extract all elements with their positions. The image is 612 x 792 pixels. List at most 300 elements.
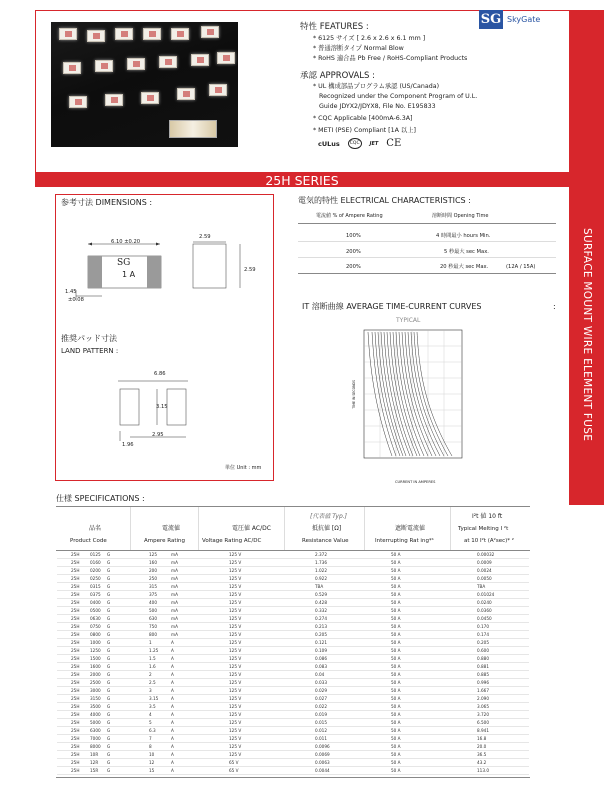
spec-cell-unit: A — [171, 704, 174, 709]
spec-cell-code: 0750 — [90, 624, 101, 629]
spec-cell-code: 0630 — [90, 616, 101, 621]
spec-cell-unit: A — [171, 656, 174, 661]
spec-cell-amp: 8 — [149, 744, 152, 749]
table-row — [57, 759, 529, 767]
spec-cell-amp: 250 — [149, 576, 157, 581]
spec-cell-series: 25H — [71, 648, 80, 653]
table-row — [57, 567, 529, 575]
approval-item: * UL 構成部品プログラム承認 (US/Canada) — [313, 83, 440, 90]
spec-cell-suffix: G — [107, 736, 111, 741]
table-row — [57, 591, 529, 599]
spec-cell-amp: 375 — [149, 592, 157, 597]
spec-cell-i2t: 0.0360 — [477, 608, 492, 613]
ec-header-time: 溶断時間 Opening Time — [432, 213, 489, 219]
spec-cell-unit: A — [171, 640, 174, 645]
spec-cell-volt: 125 V — [229, 664, 242, 669]
table-row — [57, 615, 529, 623]
spec-cell-int: 50 A — [391, 768, 401, 773]
approvals-list — [313, 83, 477, 137]
spec-cell-i2t: 113.0 — [477, 768, 489, 773]
spec-cell-res: 2.372 — [315, 552, 327, 557]
spec-cell-i2t: 2.090 — [477, 696, 489, 701]
spec-cell-series: 25H — [71, 616, 80, 621]
spec-cell-res: 0.083 — [315, 664, 327, 669]
spec-cell-int: 50 A — [391, 664, 401, 669]
lp-pad: 1.96 — [122, 442, 134, 448]
ec-pct: 200% — [346, 249, 361, 255]
spec-cell-series: 25H — [71, 592, 80, 597]
spec-cell-int: 50 A — [391, 624, 401, 629]
table-row — [57, 695, 529, 703]
spec-cell-int: 50 A — [391, 720, 401, 725]
spec-cell-res: 0.027 — [315, 696, 327, 701]
spec-cell-volt: 125 V — [229, 576, 242, 581]
spec-h-i2t-en2: at 10 I²t (A²sec)* ² — [464, 538, 514, 544]
spec-cell-res: 0.0063 — [315, 760, 330, 765]
tc-curve-colon: : — [553, 302, 556, 311]
spec-cell-int: 50 A — [391, 728, 401, 733]
table-row — [57, 575, 529, 583]
cqc-mark-icon: CQC — [348, 138, 362, 149]
spec-h-code-jp: 品名 — [89, 525, 102, 532]
spec-cell-amp: 800 — [149, 632, 157, 637]
spec-cell-suffix: G — [107, 760, 111, 765]
spec-cell-res: 0.274 — [315, 616, 327, 621]
spec-cell-suffix: G — [107, 664, 111, 669]
lp-gap: 2.95 — [152, 432, 164, 438]
spec-cell-unit: A — [171, 712, 174, 717]
spec-cell-code: 5000 — [90, 720, 101, 725]
electrical-table — [298, 208, 556, 276]
table-row — [57, 655, 529, 663]
ec-pct: 100% — [346, 233, 361, 239]
land-pattern-title-en: LAND PATTERN : — [61, 347, 119, 355]
spec-cell-series: 25H — [71, 576, 80, 581]
ul-mark-icon: cULus — [318, 139, 340, 148]
spec-cell-int: 50 A — [391, 616, 401, 621]
spec-cell-code: 1000 — [90, 640, 101, 645]
spec-cell-int: 50 A — [391, 608, 401, 613]
spec-cell-code: 8000 — [90, 744, 101, 749]
spec-cell-res: 0.213 — [315, 624, 327, 629]
spec-cell-volt: 125 V — [229, 752, 242, 757]
spec-cell-amp: 1.5 — [149, 656, 156, 661]
spec-cell-int: 50 A — [391, 552, 401, 557]
spec-cell-volt: 125 V — [229, 632, 242, 637]
spec-cell-i2t: 0.0024 — [477, 568, 492, 573]
spec-cell-amp: 4 — [149, 712, 152, 717]
spec-cell-unit: mA — [171, 592, 178, 597]
spec-cell-res: 0.019 — [315, 712, 327, 717]
spec-cell-code: 1250 — [90, 648, 101, 653]
spec-cell-code: 0200 — [90, 568, 101, 573]
product-photo — [51, 22, 238, 147]
spec-cell-series: 25H — [71, 696, 80, 701]
spec-cell-i2t: 6.500 — [477, 720, 489, 725]
spec-cell-code: 0375 — [90, 592, 101, 597]
spec-cell-unit: A — [171, 728, 174, 733]
spec-cell-suffix: G — [107, 576, 111, 581]
spec-cell-i2t: 0.01024 — [477, 592, 495, 597]
spec-cell-res: 0.0096 — [315, 744, 330, 749]
spec-cell-suffix: G — [107, 632, 111, 637]
spec-cell-amp: 15 — [149, 768, 155, 773]
spec-cell-unit: A — [171, 744, 174, 749]
spec-cell-amp: 315 — [149, 584, 157, 589]
spec-cell-code: 0800 — [90, 632, 101, 637]
table-row — [57, 735, 529, 743]
spec-cell-series: 25H — [71, 600, 80, 605]
spec-cell-unit: A — [171, 720, 174, 725]
features-title: 特性 FEATURES : — [300, 22, 369, 32]
spec-cell-int: 50 A — [391, 672, 401, 677]
spec-cell-unit: mA — [171, 560, 178, 565]
spec-cell-code: 1500 — [90, 656, 101, 661]
cert-marks — [318, 138, 401, 149]
ce-mark-icon: CE — [386, 138, 402, 149]
approval-item: * METI (PSE) Compliant [1A 以上] — [313, 127, 416, 134]
spec-cell-amp: 2.5 — [149, 680, 156, 685]
spec-cell-suffix: G — [107, 552, 111, 557]
spec-cell-int: 50 A — [391, 752, 401, 757]
spec-cell-volt: 125 V — [229, 712, 242, 717]
spec-cell-series: 25H — [71, 552, 80, 557]
spec-cell-res: 0.922 — [315, 576, 327, 581]
spec-cell-code: 0160 — [90, 560, 101, 565]
spec-cell-suffix: G — [107, 608, 111, 613]
ec-time: 4 時間最小 hours Min. — [436, 233, 491, 239]
spec-cell-suffix: G — [107, 648, 111, 653]
spec-cell-code: 3000 — [90, 688, 101, 693]
spec-cell-series: 25H — [71, 752, 80, 757]
table-row — [57, 687, 529, 695]
spec-cell-code: 10R — [90, 752, 99, 757]
spec-cell-unit: mA — [171, 632, 178, 637]
spec-cell-res: 0.205 — [315, 632, 327, 637]
spec-cell-series: 25H — [71, 560, 80, 565]
spec-h-int-en: Interrupting Rat ing*¹ — [375, 538, 434, 544]
spec-cell-code: 1600 — [90, 664, 101, 669]
spec-cell-i2t: 43.2 — [477, 760, 487, 765]
spec-cell-suffix: G — [107, 624, 111, 629]
spec-cell-code: 0500 — [90, 608, 101, 613]
tc-ylabel: TIME IN SECONDS — [352, 380, 356, 409]
spec-cell-res: 0.086 — [315, 656, 327, 661]
spec-cell-suffix: G — [107, 752, 111, 757]
spec-cell-unit: A — [171, 696, 174, 701]
spec-cell-i2t: 0.885 — [477, 672, 489, 677]
spec-cell-code: 0125 — [90, 552, 101, 557]
spec-cell-res: 0.109 — [315, 648, 327, 653]
spec-cell-unit: mA — [171, 608, 178, 613]
spec-cell-int: 50 A — [391, 584, 401, 589]
spec-cell-series: 25H — [71, 608, 80, 613]
spec-cell-unit: mA — [171, 576, 178, 581]
spec-cell-volt: 65 V — [229, 760, 239, 765]
spec-cell-series: 25H — [71, 656, 80, 661]
unit-note: 単位 Unit : mm — [225, 465, 262, 471]
spec-cell-res: 1.736 — [315, 560, 327, 565]
spec-cell-int: 50 A — [391, 744, 401, 749]
spec-cell-int: 50 A — [391, 568, 401, 573]
spec-cell-res: 0.428 — [315, 600, 327, 605]
spec-cell-unit: A — [171, 752, 174, 757]
spec-h-amp-en: Ampere Rating — [144, 538, 186, 544]
spec-cell-int: 50 A — [391, 648, 401, 653]
spec-cell-res: 0.011 — [315, 736, 327, 741]
spec-cell-series: 25H — [71, 712, 80, 717]
dim-body-logo: SG — [117, 258, 131, 268]
table-row — [57, 647, 529, 655]
spec-cell-amp: 2 — [149, 672, 152, 677]
series-title: 25H SERIES — [265, 173, 339, 188]
table-row — [57, 767, 529, 775]
spec-cell-res: 0.332 — [315, 608, 327, 613]
dim-cap-tol: ±0.08 — [68, 297, 84, 303]
spec-cell-i2t: 0.0050 — [477, 576, 492, 581]
spec-cell-volt: 125 V — [229, 736, 242, 741]
spec-cell-suffix: G — [107, 696, 111, 701]
spec-cell-i2t: 0.996 — [477, 680, 489, 685]
spec-cell-amp: 1.25 — [149, 648, 159, 653]
spec-h-int-jp: 遮断電流値 — [395, 525, 426, 532]
spec-cell-series: 25H — [71, 728, 80, 733]
dim-length: 6.10 ±0.20 — [111, 239, 141, 245]
table-row — [57, 551, 529, 559]
dimensions-drawing — [60, 228, 270, 313]
spec-cell-volt: 125 V — [229, 696, 242, 701]
spec-cell-series: 25H — [71, 672, 80, 677]
side-label: SURFACE MOUNT WIRE ELEMENT FUSE — [581, 228, 593, 442]
spec-cell-volt: 125 V — [229, 688, 242, 693]
spec-cell-series: 25H — [71, 584, 80, 589]
spec-cell-code: 3500 — [90, 704, 101, 709]
spec-cell-amp: 5 — [149, 720, 152, 725]
lp-height: 3.15 — [156, 404, 168, 410]
spec-cell-series: 25H — [71, 680, 80, 685]
spec-cell-unit: A — [171, 768, 174, 773]
spec-cell-unit: mA — [171, 616, 178, 621]
spec-cell-i2t: 0.880 — [477, 656, 489, 661]
spec-cell-int: 50 A — [391, 600, 401, 605]
brand-name: SkyGate — [507, 15, 541, 24]
spec-h-res-typ: [代表値 Typ.] — [310, 513, 347, 520]
spec-cell-amp: 6.3 — [149, 728, 156, 733]
spec-cell-i2t: 1.667 — [477, 688, 489, 693]
spec-cell-series: 25H — [71, 768, 80, 773]
spec-cell-suffix: G — [107, 768, 111, 773]
spec-cell-i2t: 20.0 — [477, 744, 487, 749]
spec-cell-unit: A — [171, 648, 174, 653]
spec-cell-suffix: G — [107, 712, 111, 717]
spec-cell-int: 50 A — [391, 576, 401, 581]
tc-xlabel: CURRENT IN AMPERES — [395, 480, 436, 484]
spec-cell-code: 2000 — [90, 672, 101, 677]
spec-cell-suffix: G — [107, 704, 111, 709]
spec-cell-i2t: 3.720 — [477, 712, 489, 717]
table-row — [57, 727, 529, 735]
spec-cell-suffix: G — [107, 592, 111, 597]
spec-h-amp-jp: 電流値 — [162, 525, 181, 532]
spec-cell-res: 0.015 — [315, 720, 327, 725]
spec-cell-volt: 125 V — [229, 624, 242, 629]
spec-h-res-jp: 抵抗値 [Ω] — [312, 525, 342, 532]
dim-width: 2.59 — [199, 234, 211, 240]
spec-cell-series: 25H — [71, 704, 80, 709]
spec-cell-unit: A — [171, 760, 174, 765]
ec-pct: 200% — [346, 264, 361, 270]
spec-cell-suffix: G — [107, 584, 111, 589]
table-row — [57, 599, 529, 607]
spec-cell-volt: 125 V — [229, 704, 242, 709]
features-list — [313, 35, 467, 65]
spec-cell-int: 50 A — [391, 704, 401, 709]
spec-cell-code: 0400 — [90, 600, 101, 605]
pse-jet-mark-icon: JET — [369, 140, 379, 147]
spec-cell-code: 2500 — [90, 680, 101, 685]
spec-cell-unit: mA — [171, 584, 178, 589]
spec-cell-series: 25H — [71, 664, 80, 669]
spec-cell-int: 50 A — [391, 760, 401, 765]
spec-cell-volt: 125 V — [229, 608, 242, 613]
spec-cell-unit: mA — [171, 568, 178, 573]
tc-curve-chart — [340, 326, 470, 476]
spec-cell-suffix: G — [107, 720, 111, 725]
spec-cell-int: 50 A — [391, 736, 401, 741]
frame-left-line — [35, 10, 36, 178]
spec-h-code-en: Product Code — [70, 538, 107, 544]
spec-cell-suffix: G — [107, 656, 111, 661]
table-row — [57, 751, 529, 759]
spec-cell-res: 0.033 — [315, 680, 327, 685]
spec-cell-suffix: G — [107, 560, 111, 565]
spec-cell-suffix: G — [107, 600, 111, 605]
spec-cell-i2t: 0.174 — [477, 632, 489, 637]
ec-time: 5 秒最大 sec Max. — [444, 249, 489, 255]
approval-item: * CQC Applicable [400mA-6.3A] — [313, 115, 413, 122]
land-pattern-title-jp: 推奨パッド寸法 — [61, 334, 117, 343]
spec-cell-series: 25H — [71, 624, 80, 629]
spec-cell-suffix: G — [107, 640, 111, 645]
tc-typical-label: TYPICAL — [396, 317, 421, 324]
spec-h-res-en: Resistance Value — [302, 538, 349, 544]
spec-cell-volt: 125 V — [229, 728, 242, 733]
spec-cell-int: 50 A — [391, 632, 401, 637]
spec-cell-volt: 125 V — [229, 552, 242, 557]
spec-cell-volt: 125 V — [229, 656, 242, 661]
spec-cell-res: 0.04 — [315, 672, 325, 677]
spec-cell-volt: 125 V — [229, 592, 242, 597]
spec-cell-amp: 500 — [149, 608, 157, 613]
spec-cell-amp: 160 — [149, 560, 157, 565]
spec-cell-code: 0250 — [90, 576, 101, 581]
spec-cell-volt: 125 V — [229, 720, 242, 725]
table-row — [57, 679, 529, 687]
feature-item: * 6125 サイズ [ 2.6 x 2.6 x 6.1 mm ] — [313, 35, 426, 42]
spec-cell-i2t: 0.0240 — [477, 600, 492, 605]
feature-item: * RoHS 適合品 Pb Free / RoHS-Compliant Products — [313, 55, 468, 62]
table-row — [57, 623, 529, 631]
spec-cell-i2t: 0.00032 — [477, 552, 495, 557]
spec-cell-int: 50 A — [391, 560, 401, 565]
spec-cell-amp: 630 — [149, 616, 157, 621]
spec-cell-unit: A — [171, 688, 174, 693]
dimensions-title: 参考寸法 DIMENSIONS : — [61, 198, 153, 207]
spec-cell-series: 25H — [71, 760, 80, 765]
spec-cell-res: 0.029 — [315, 688, 327, 693]
spec-cell-amp: 3.15 — [149, 696, 159, 701]
spec-cell-i2t: 0.170 — [477, 624, 489, 629]
spec-h-volt-en: Voltage Rating AC/DC — [202, 538, 262, 544]
spec-cell-volt: 65 V — [229, 768, 239, 773]
spec-cell-volt: 125 V — [229, 568, 242, 573]
spec-cell-int: 50 A — [391, 688, 401, 693]
spec-h-i2t-en1: Typical Melting I ²t — [458, 526, 509, 532]
specs-title: 仕様 SPECIFICATIONS : — [56, 494, 145, 503]
spec-cell-res: 0.0069 — [315, 752, 330, 757]
dim-cap: 1.45 — [65, 289, 77, 295]
spec-cell-int: 50 A — [391, 656, 401, 661]
spec-cell-res: 0.012 — [315, 728, 327, 733]
spec-cell-suffix: G — [107, 744, 111, 749]
spec-cell-volt: 125 V — [229, 744, 242, 749]
table-row — [57, 671, 529, 679]
spec-cell-int: 50 A — [391, 696, 401, 701]
spec-cell-amp: 3.5 — [149, 704, 156, 709]
brand-logo-mark: SG — [480, 12, 502, 27]
spec-cell-code: 12R — [90, 760, 99, 765]
spec-cell-i2t: 0.881 — [477, 664, 489, 669]
spec-cell-volt: 125 V — [229, 616, 242, 621]
dim-height: 2.59 — [244, 267, 256, 273]
spec-cell-unit: mA — [171, 624, 178, 629]
spec-cell-series: 25H — [71, 640, 80, 645]
spec-cell-code: 15R — [90, 768, 99, 773]
spec-cell-suffix: G — [107, 688, 111, 693]
spec-cell-series: 25H — [71, 720, 80, 725]
spec-cell-volt: 125 V — [229, 560, 242, 565]
spec-cell-i2t: 0.205 — [477, 640, 489, 645]
spec-cell-suffix: G — [107, 728, 111, 733]
table-row — [57, 663, 529, 671]
spec-cell-volt: 125 V — [229, 648, 242, 653]
spec-h-i2t-jp: I²t 値 10 ft — [472, 513, 503, 520]
spec-cell-series: 25H — [71, 688, 80, 693]
spec-cell-unit: A — [171, 664, 174, 669]
spec-cell-int: 50 A — [391, 680, 401, 685]
lp-overall: 6.86 — [154, 371, 166, 377]
spec-cell-res: 0.529 — [315, 592, 327, 597]
spec-cell-res: 1.022 — [315, 568, 327, 573]
spec-cell-res: 0.0044 — [315, 768, 330, 773]
ec-time: 20 秒最大 sec Max. — [440, 264, 489, 270]
table-row — [57, 743, 529, 751]
table-row — [57, 631, 529, 639]
spec-cell-i2t: 3.065 — [477, 704, 489, 709]
table-row — [57, 639, 529, 647]
spec-cell-int: 50 A — [391, 592, 401, 597]
electrical-title: 電気的特性 ELECTRICAL CHARACTERISTICS : — [298, 196, 471, 205]
spec-cell-int: 50 A — [391, 640, 401, 645]
spec-cell-i2t: 0.0009 — [477, 560, 492, 565]
table-row — [57, 607, 529, 615]
spec-cell-series: 25H — [71, 568, 80, 573]
spec-cell-res: 0.121 — [315, 640, 327, 645]
spec-cell-amp: 12 — [149, 760, 155, 765]
spec-cell-volt: 125 V — [229, 584, 242, 589]
feature-item: * 普通溶断タイプ Normal Blow — [313, 45, 404, 52]
tc-curve-title: IT 溶断曲線 AVERAGE TIME-CURRENT CURVES — [302, 302, 482, 311]
